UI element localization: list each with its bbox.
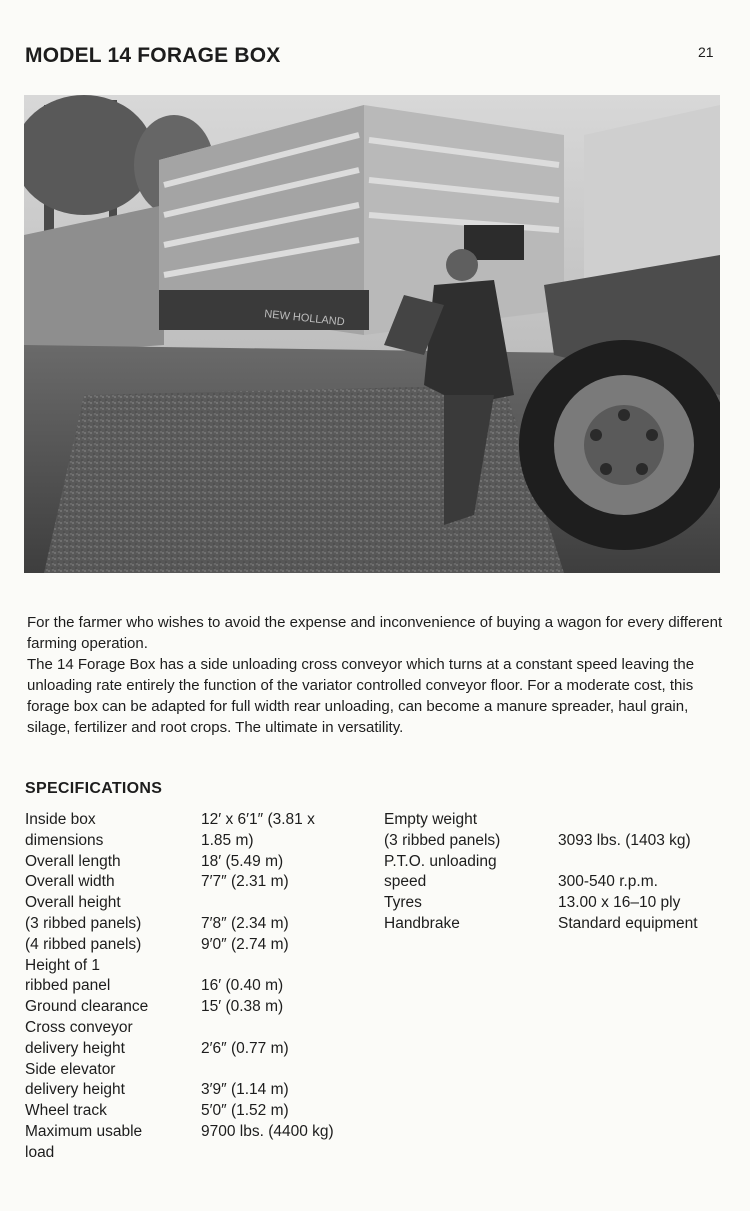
spec-row	[384, 914, 738, 935]
spec-label: (4 ribbed panels)	[25, 935, 142, 953]
page-title: MODEL 14 FORAGE BOX	[25, 44, 281, 67]
spec-label: Wheel track	[25, 1102, 107, 1120]
spec-row	[25, 997, 381, 1018]
spec-label: Height of 1	[25, 956, 100, 974]
spec-row	[25, 935, 381, 956]
spec-row	[384, 831, 738, 852]
spec-value: 7′7″ (2.31 m)	[201, 873, 289, 891]
spec-label: Side elevator	[25, 1060, 116, 1078]
spec-value	[201, 893, 381, 914]
spec-label: (3 ribbed panels)	[25, 914, 142, 932]
spec-value	[201, 956, 381, 977]
spec-value: 300-540 r.p.m.	[558, 873, 658, 891]
forage-box-photo	[24, 95, 720, 573]
spec-row	[384, 852, 738, 873]
spec-value: 16′ (0.40 m)	[201, 977, 284, 995]
spec-row	[25, 1122, 381, 1143]
description	[27, 612, 727, 738]
photo-brand-label: NEW HOLLAND	[263, 308, 346, 329]
spec-value	[558, 810, 738, 831]
spec-value	[201, 1060, 381, 1081]
spec-row	[25, 1039, 381, 1060]
spec-value: 18′ (5.49 m)	[201, 852, 284, 870]
spec-value: 9700 lbs. (4400 kg)	[201, 1122, 334, 1140]
spec-label: Handbrake	[384, 914, 460, 932]
spec-row	[25, 852, 381, 873]
spec-value: 12′ x 6′1″ (3.81 x	[201, 811, 315, 828]
specifications-heading: SPECIFICATIONS	[25, 780, 163, 797]
spec-value: 13.00 x 16–10 ply	[558, 894, 681, 912]
spec-value	[201, 1143, 381, 1164]
description-paragraph: The 14 Forage Box has a side unloading cross conveyor which turns at a constant speed leaving the unloading rate entirely the function of the variator controlled conveyor floor. For a moderate cost, this forage box can be adapted for full width rear unloading, can become a manure spreader, haul grain, silage, fertilizer and root crops. The ultimate in versatility.	[27, 656, 695, 736]
spec-row	[25, 976, 381, 997]
spec-label: ribbed panel	[25, 977, 111, 995]
spec-row	[384, 893, 738, 914]
spec-label: Tyres	[384, 894, 422, 912]
specs-right-column	[384, 810, 738, 935]
spec-value	[558, 852, 738, 873]
spec-value: 7′8″ (2.34 m)	[201, 914, 289, 932]
spec-label: delivery height	[25, 1081, 125, 1099]
spec-row	[25, 1060, 381, 1081]
spec-row	[25, 893, 381, 914]
spec-label: (3 ribbed panels)	[384, 831, 501, 849]
spec-row	[25, 810, 381, 831]
spec-label: delivery height	[25, 1039, 125, 1057]
spec-row	[384, 872, 738, 893]
spec-label: Overall height	[25, 894, 121, 912]
spec-label: load	[25, 1143, 55, 1161]
spec-value: 1.85 m)	[201, 831, 254, 849]
spec-label: Overall length	[25, 852, 121, 870]
spec-label: Overall width	[25, 873, 115, 891]
spec-row	[25, 872, 381, 893]
spec-label: speed	[384, 873, 427, 891]
spec-label: Empty weight	[384, 811, 478, 828]
spec-value: 2′6″ (0.77 m)	[201, 1039, 289, 1057]
spec-label: P.T.O. unloading	[384, 852, 497, 870]
spec-label: Ground clearance	[25, 998, 149, 1016]
spec-row	[25, 914, 381, 935]
spec-value: 3′9″ (1.14 m)	[201, 1081, 289, 1099]
spec-row	[25, 1018, 381, 1039]
spec-label: dimensions	[25, 831, 104, 849]
spec-value	[201, 1018, 381, 1039]
spec-row	[25, 1101, 381, 1122]
description-paragraph: For the farmer who wishes to avoid the expense and inconvenience of buying a wagon for every different farming operation.	[27, 614, 723, 652]
spec-label: Inside box	[25, 811, 96, 828]
spec-row	[25, 1143, 381, 1164]
spec-value: 5′0″ (1.52 m)	[201, 1102, 289, 1120]
spec-value: Standard equipment	[558, 914, 698, 932]
spec-label: Cross conveyor	[25, 1018, 133, 1036]
spec-value: 9′0″ (2.74 m)	[201, 935, 289, 953]
spec-row	[25, 956, 381, 977]
spec-value: 15′ (0.38 m)	[201, 998, 284, 1016]
page-number: 21	[698, 44, 714, 60]
spec-label: Maximum usable	[25, 1122, 143, 1140]
spec-row	[384, 810, 738, 831]
spec-value: 3093 lbs. (1403 kg)	[558, 831, 691, 849]
spec-row	[25, 831, 381, 852]
spec-row	[25, 1080, 381, 1101]
specs-left-column	[25, 810, 381, 1164]
